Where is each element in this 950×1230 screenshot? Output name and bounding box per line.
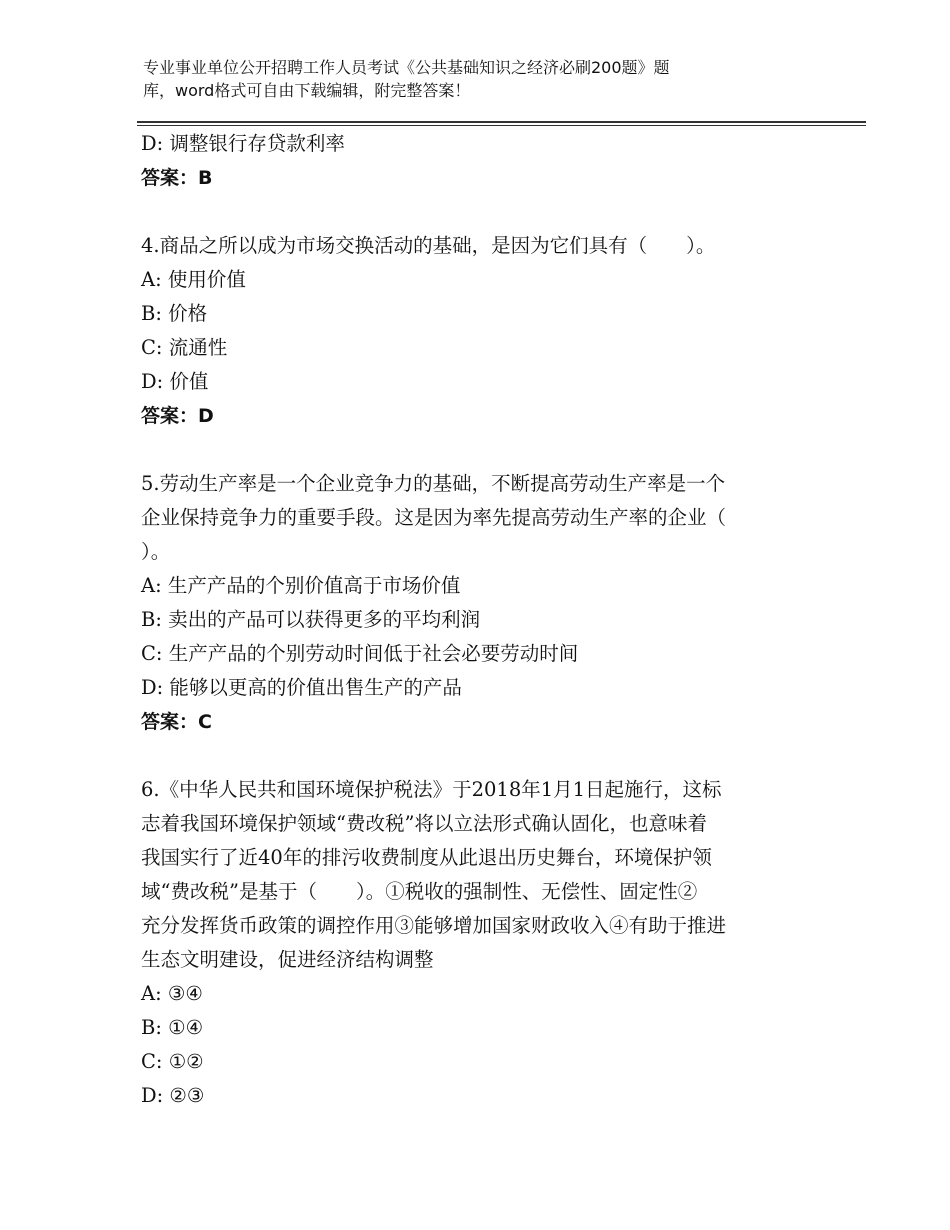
question-4	[141, 229, 801, 433]
q6-option-a: A: ③④	[141, 982, 203, 1005]
q6-stem-line-6: 生态文明建设，促进经济结构调整	[141, 948, 434, 971]
q5-stem-line-3: ）。	[141, 540, 171, 563]
q6-stem-line-5: 充分发挥货币政策的调控作用③能够增加国家财政收入④有助于推进	[141, 914, 727, 937]
q4-option-b: B: 价格	[141, 302, 208, 325]
q3-option-d: D: 调整银行存贷款利率	[141, 132, 345, 155]
q5-option-d: D: 能够以更高的价值出售生产的产品	[141, 676, 462, 699]
document-header	[143, 56, 783, 102]
q3-answer: 答案：B	[141, 167, 213, 189]
q5-option-b: B: 卖出的产品可以获得更多的平均利润	[141, 608, 481, 631]
header-title-line-1: 专业事业单位公开招聘工作人员考试《公共基础知识之经济必刷200题》题	[143, 58, 670, 77]
q5-option-a: A: 生产产品的个别价值高于市场价值	[141, 574, 461, 597]
header-divider-thin	[137, 125, 866, 126]
spacer	[141, 739, 801, 773]
header-divider-thick	[137, 121, 866, 123]
q4-option-a: A: 使用价值	[141, 268, 246, 291]
q4-option-c: C: 流通性	[141, 336, 228, 359]
q5-stem-line-2: 企业保持竞争力的重要手段。这是因为率先提高劳动生产率的企业（	[141, 506, 727, 529]
spacer	[141, 433, 801, 467]
q6-option-b: B: ①④	[141, 1016, 204, 1039]
q4-option-d: D: 价值	[141, 370, 209, 393]
question-5	[141, 467, 801, 739]
q6-stem-line-3: 我国实行了近40年的排污收费制度从此退出历史舞台，环境保护领	[141, 846, 712, 869]
q5-stem-line-1: 5.劳动生产率是一个企业竞争力的基础，不断提高劳动生产率是一个	[141, 472, 726, 495]
q5-answer: 答案：C	[141, 711, 212, 733]
q4-answer: 答案：D	[141, 405, 214, 427]
document-body	[141, 127, 801, 1113]
q6-stem-line-4: 域“费改税”是基于（ ）。①税收的强制性、无偿性、固定性②	[141, 880, 698, 903]
header-title-line-2: 库，word格式可自由下载编辑，附完整答案！	[143, 81, 471, 100]
q6-option-c: C: ①②	[141, 1050, 204, 1073]
question-3-tail	[141, 127, 801, 195]
q6-option-d: D: ②③	[141, 1084, 205, 1107]
spacer	[141, 195, 801, 229]
question-6	[141, 773, 801, 1113]
q6-stem-line-2: 志着我国环境保护领域“费改税”将以立法形式确认固化，也意味着	[141, 812, 707, 835]
q5-option-c: C: 生产产品的个别劳动时间低于社会必要劳动时间	[141, 642, 579, 665]
q6-stem-line-1: 6.《中华人民共和国环境保护税法》于2018年1月1日起施行，这标	[141, 778, 722, 801]
q4-stem: 4.商品之所以成为市场交换活动的基础，是因为它们具有（ ）。	[141, 234, 716, 257]
